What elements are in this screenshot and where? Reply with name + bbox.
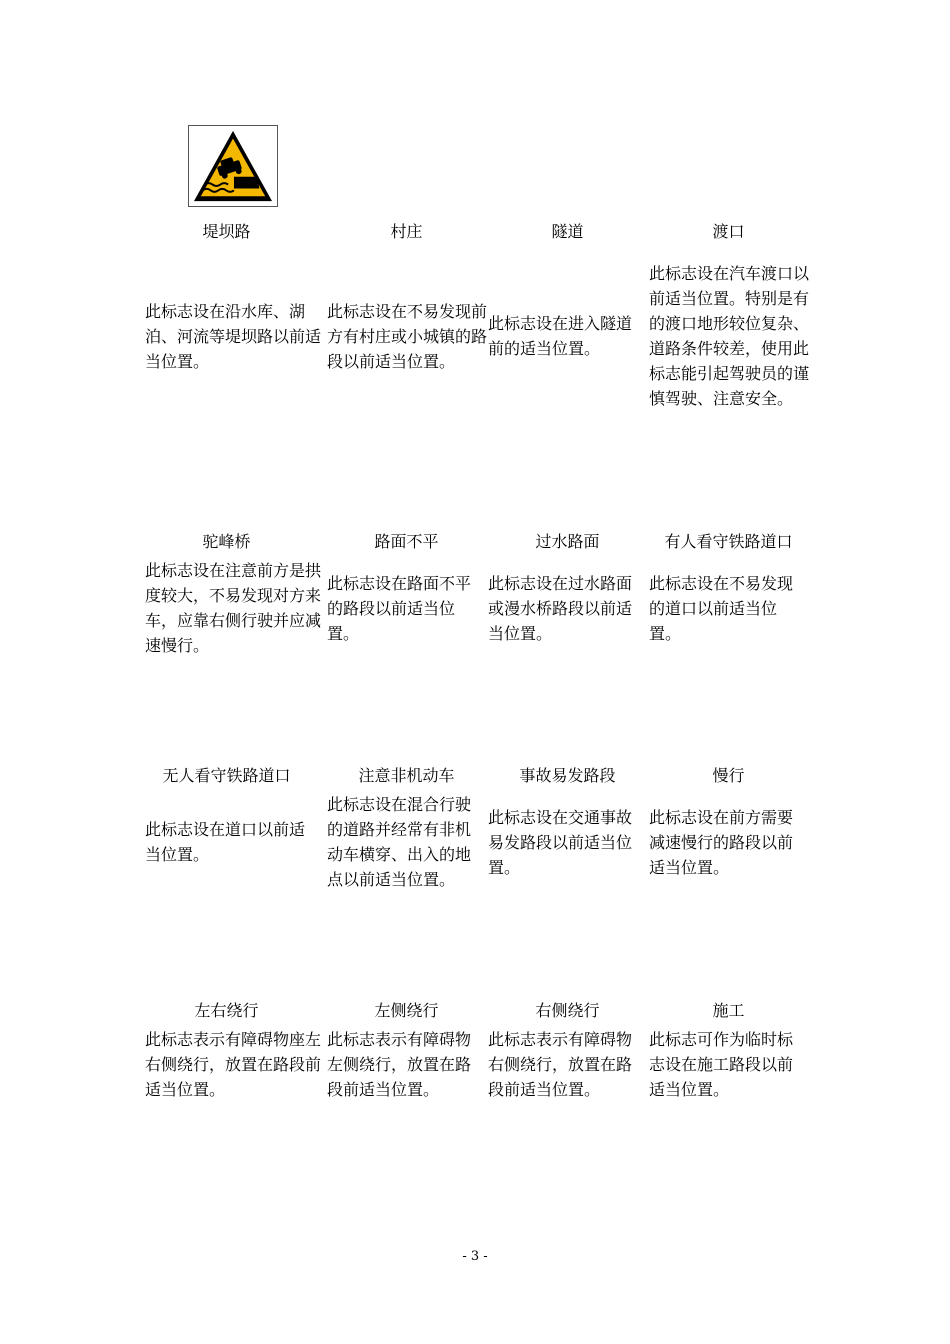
sign-title: 路面不平 <box>374 532 439 551</box>
sign-title: 堤坝路 <box>202 222 251 241</box>
sign-description: 此标志设在前方需要减速慢行的路段以前适当位置。 <box>649 807 794 877</box>
sign-title: 慢行 <box>712 766 745 785</box>
sign-description: 此标志设在不易发现的道口以前适当位置。 <box>649 573 794 643</box>
sign-title: 过水路面 <box>535 532 600 551</box>
sign-description: 此标志表示有障碍物座左右侧绕行，放置在路段前适当位置。 <box>145 1030 322 1099</box>
sign-description: 此标志设在交通事故易发路段以前适当位置。 <box>488 807 633 877</box>
sign-title: 注意非机动车 <box>358 766 455 785</box>
sign-title: 左右绕行 <box>194 1001 259 1020</box>
sign-title: 左侧绕行 <box>374 1001 439 1020</box>
sign-title: 村庄 <box>390 222 423 241</box>
sign-title: 事故易发路段 <box>519 766 616 785</box>
sign-description: 此标志设在不易发现前方有村庄或小城镇的路段以前适当位置。 <box>327 301 488 371</box>
sign-description: 此标志设在过水路面或漫水桥路段以前适当位置。 <box>488 573 633 643</box>
sign-description-grid <box>145 0 810 1200</box>
sign-title: 右侧绕行 <box>535 1001 600 1020</box>
page-number: - 3 - <box>462 1249 488 1264</box>
sign-description: 此标志设在进入隧道前的适当位置。 <box>488 314 633 358</box>
sign-title: 无人看守铁路道口 <box>162 766 291 785</box>
sign-description: 此标志表示有障碍物左侧绕行，放置在路段前适当位置。 <box>327 1030 472 1099</box>
sign-title: 隧道 <box>551 222 584 241</box>
sign-description: 此标志设在道口以前适当位置。 <box>145 820 306 864</box>
sign-title: 施工 <box>712 1001 745 1020</box>
sign-description: 此标志设在混合行驶的道路并经常有非机动车横穿、出入的地点以前适当位置。 <box>327 795 472 889</box>
sign-description: 此标志可作为临时标志设在施工路段以前适当位置。 <box>649 1030 794 1099</box>
sign-description: 此标志设在沿水库、湖泊、河流等堤坝路以前适当位置。 <box>145 301 322 371</box>
sign-title: 有人看守铁路道口 <box>664 532 793 551</box>
sign-title: 驼峰桥 <box>202 532 251 551</box>
sign-description: 此标志设在注意前方是拱度较大，不易发现对方来车，应靠右侧行驶并应减速慢行。 <box>145 561 322 655</box>
sign-description: 此标志设在路面不平的路段以前适当位置。 <box>327 573 472 643</box>
sign-title: 渡口 <box>712 222 745 241</box>
sign-description: 此标志表示有障碍物右侧绕行，放置在路段前适当位置。 <box>488 1030 633 1099</box>
sign-description: 此标志设在汽车渡口以前适当位置。特别是有的渡口地形较位复杂、道路条件较差，使用此标志能引起驾驶员的谨慎驾驶、注意安全。 <box>649 264 810 408</box>
